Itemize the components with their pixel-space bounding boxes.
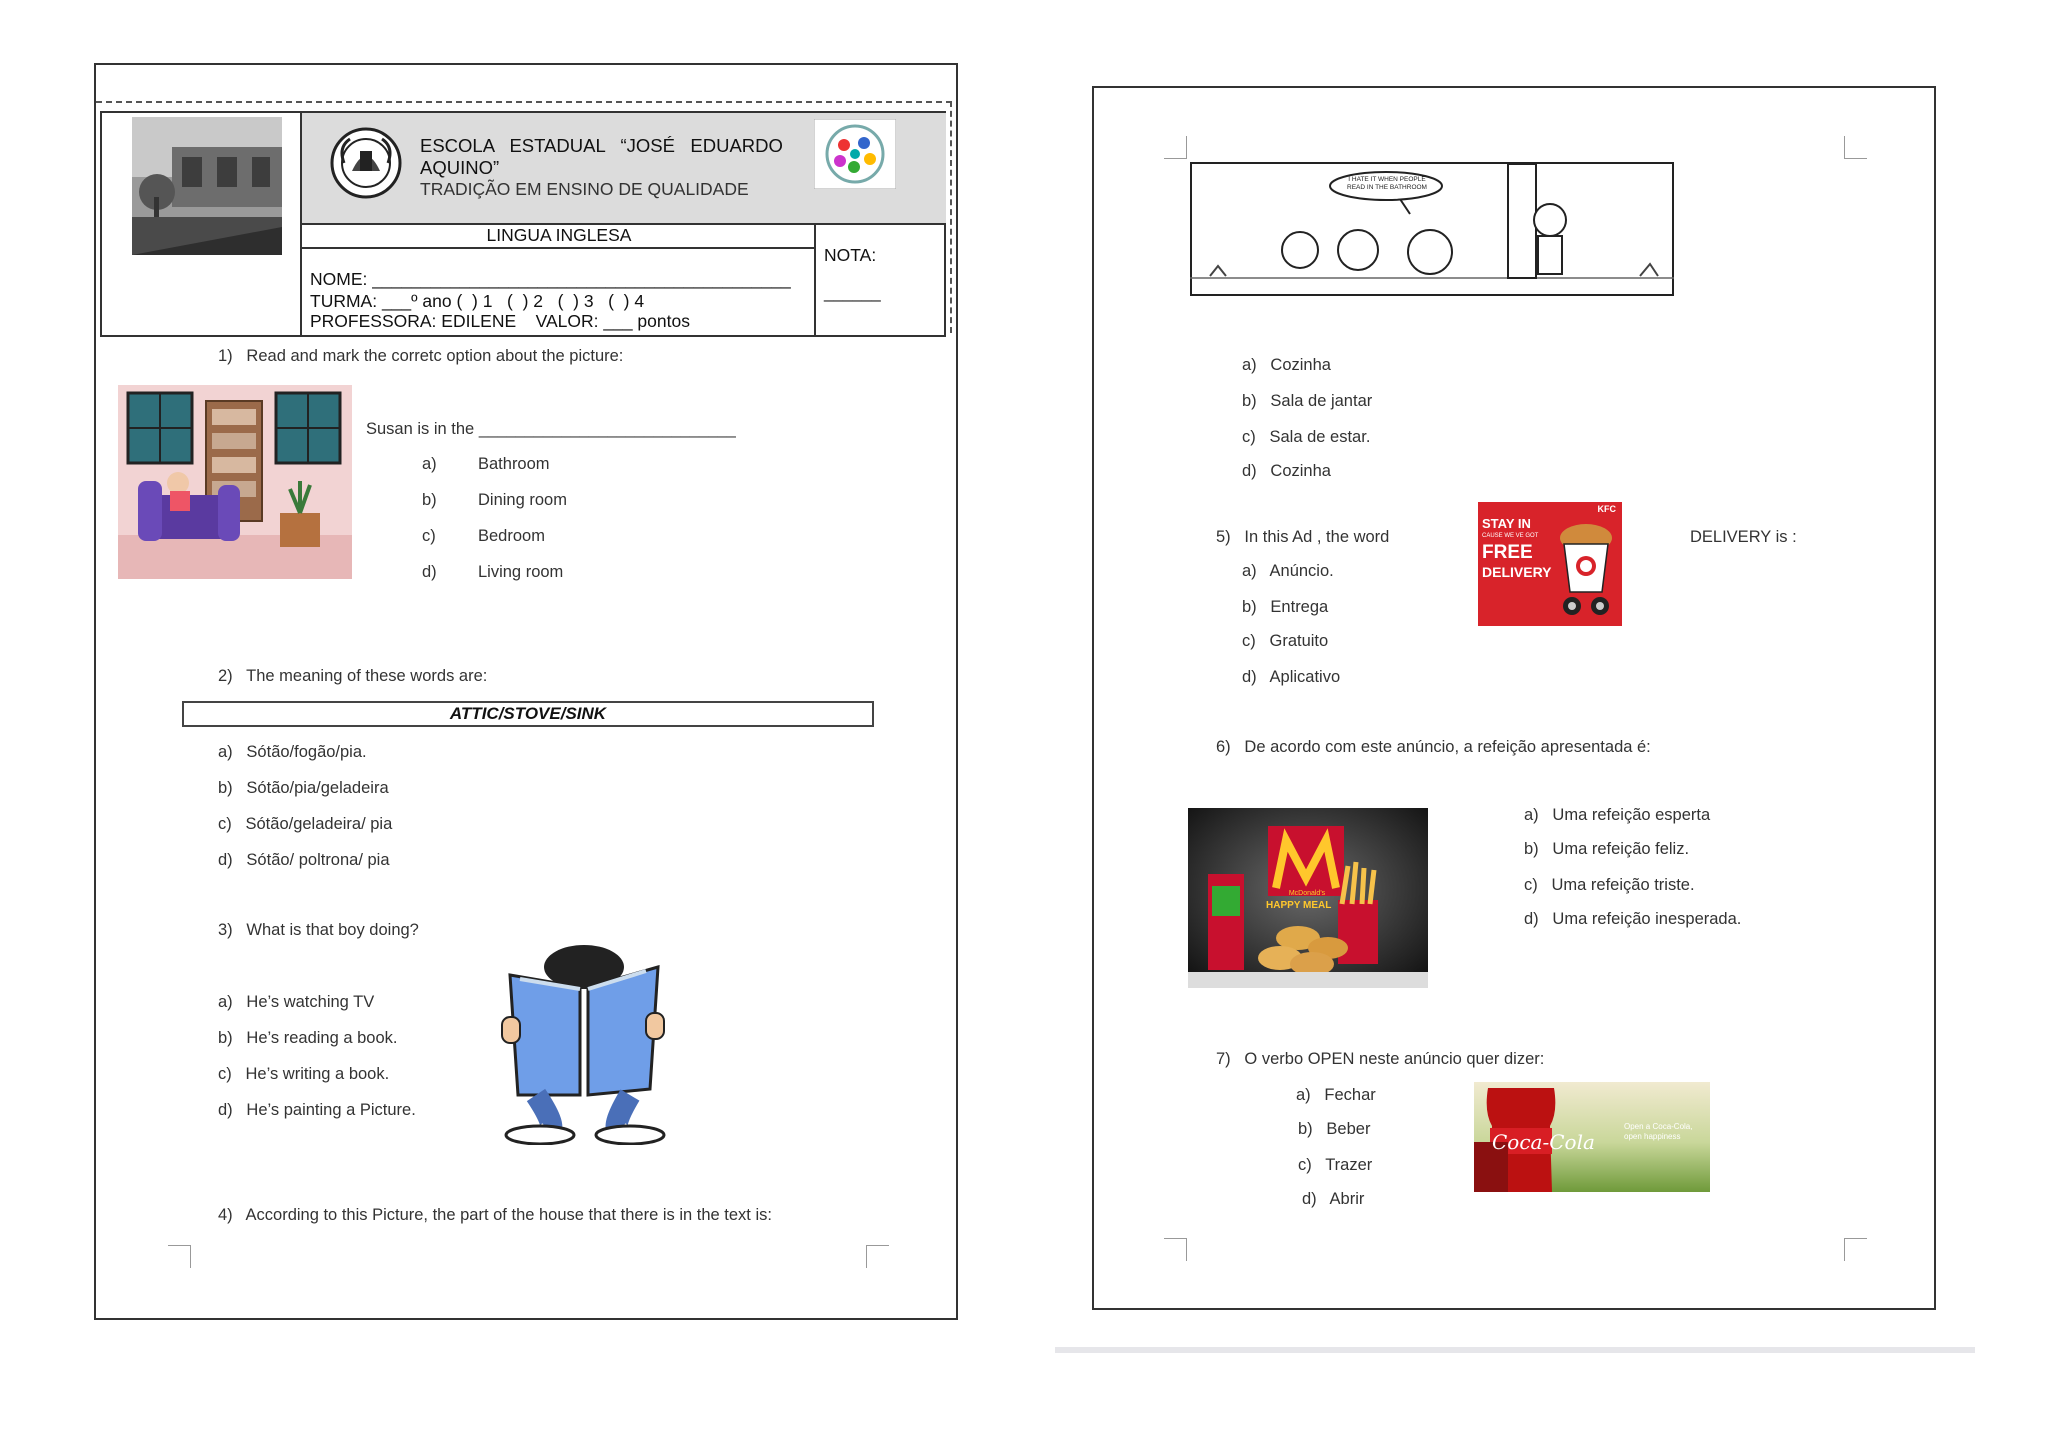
q7-option-c[interactable]: c) Trazer [1298, 1156, 1373, 1174]
q5-option-b[interactable]: b) Entrega [1242, 598, 1329, 616]
q3-option-a[interactable]: a) He’s watching TV [218, 993, 375, 1011]
q4-option-b[interactable]: b) Sala de jantar [1242, 392, 1373, 410]
school-logo [814, 119, 896, 189]
worksheet-page-1 [94, 63, 958, 1320]
q2-option-a[interactable]: a) Sótão/fogão/pia. [218, 743, 367, 761]
q5-question: 5) In this Ad , the word [1216, 528, 1390, 546]
q7-option-a[interactable]: a) Fechar [1296, 1086, 1376, 1104]
q1-option-b-letter[interactable]: b) [422, 491, 437, 509]
q6-question: 6) De acordo com este anúncio, a refeição apresentada é: [1216, 738, 1651, 756]
school-motto: TRADIÇÃO EM ENSINO DE QUALIDADE [420, 179, 749, 199]
school-emblem [330, 127, 402, 199]
q7-option-d[interactable]: d) Abrir [1302, 1190, 1365, 1208]
q2-question: 2) The meaning of these words are: [218, 667, 488, 685]
mcdonalds-ad [1188, 808, 1428, 988]
subject-label: LINGUA INGLESA [486, 225, 632, 245]
coca-cola-slogan: Open a Coca-Cola, open happiness [1624, 1122, 1693, 1141]
worksheet-page-2 [1092, 86, 1936, 1310]
school-name-line2: AQUINO” [420, 157, 500, 178]
q2-option-d[interactable]: d) Sótão/ poltrona/ pia [218, 851, 390, 869]
nota-label: NOTA: [824, 245, 877, 265]
q5-option-d[interactable]: d) Aplicativo [1242, 668, 1341, 686]
q1-option-c-letter[interactable]: c) [422, 527, 436, 545]
q4-question: 4) According to this Picture, the part of the house that there is in the text is: [218, 1206, 772, 1224]
boy-reading-illustration [496, 945, 672, 1145]
q1-option-a-letter[interactable]: a) [422, 455, 437, 473]
kfc-line4: DELIVERY [1482, 564, 1552, 580]
living-room-illustration [118, 385, 352, 579]
nota-blank[interactable]: ______ [824, 283, 881, 302]
q1-option-d-letter[interactable]: d) [422, 563, 437, 581]
subject-cell [300, 223, 816, 249]
nota-cell [814, 223, 946, 335]
kfc-line3: FREE [1482, 542, 1533, 563]
q6-option-c[interactable]: c) Uma refeição triste. [1524, 876, 1695, 894]
q7-option-b[interactable]: b) Beber [1298, 1120, 1371, 1138]
q1-option-d[interactable]: Living room [478, 563, 564, 581]
q5-option-c[interactable]: c) Gratuito [1242, 632, 1329, 650]
q1-option-a[interactable]: Bathroom [478, 455, 550, 473]
q6-option-a[interactable]: a) Uma refeição esperta [1524, 806, 1711, 824]
kfc-ad [1478, 502, 1622, 626]
q4-option-d[interactable]: d) Cozinha [1242, 462, 1331, 480]
mcdonalds-label: HAPPY MEAL [1266, 900, 1332, 911]
q3-option-b[interactable]: b) He’s reading a book. [218, 1029, 398, 1047]
q3-question: 3) What is that boy doing? [218, 921, 419, 939]
mcdonalds-brand: McDonald's [1288, 890, 1326, 897]
q5-question-end: DELIVERY is : [1690, 528, 1797, 546]
kfc-brand: KFC [1597, 504, 1616, 514]
header-table [100, 111, 946, 337]
kfc-bucket-icon [1554, 520, 1618, 620]
crop-mark-bl2 [1164, 1238, 1187, 1261]
q4-option-a[interactable]: a) Cozinha [1242, 356, 1331, 374]
comic-strip [1190, 162, 1674, 296]
q4-option-c[interactable]: c) Sala de estar. [1242, 428, 1371, 446]
crop-mark-tr [1844, 136, 1867, 159]
q2-words-box [182, 701, 874, 727]
school-title-panel [300, 113, 946, 225]
q7-question: 7) O verbo OPEN neste anúncio quer dizer: [1216, 1050, 1545, 1068]
kfc-line2: CAUSE WE VE GOT [1482, 533, 1539, 539]
turma-field[interactable]: TURMA: ___º ano ( ) 1 ( ) 2 ( ) 3 ( ) 4 [310, 291, 645, 311]
q3-option-c[interactable]: c) He’s writing a book. [218, 1065, 390, 1083]
page-divider [1055, 1347, 1975, 1353]
crop-mark-br2 [1844, 1238, 1867, 1261]
student-fields [300, 249, 816, 335]
q1-option-b[interactable]: Dining room [478, 491, 567, 509]
nome-field[interactable]: NOME: ___________________________________________ [310, 269, 791, 289]
q2-words: ATTIC/STOVE/SINK [449, 704, 607, 723]
coca-cola-ad [1474, 1082, 1710, 1192]
professora-field: PROFESSORA: EDILENE VALOR: ___ pontos [310, 311, 690, 331]
q1-prompt: Susan is in the ____________________________ [366, 420, 736, 438]
q2-option-b[interactable]: b) Sótão/pia/geladeira [218, 779, 389, 797]
q1-option-c[interactable]: Bedroom [478, 527, 545, 545]
q6-option-d[interactable]: d) Uma refeição inesperada. [1524, 910, 1742, 928]
kfc-line1: STAY IN [1482, 516, 1531, 531]
coca-cola-brand: Coca-Cola [1492, 1130, 1595, 1154]
q3-option-d[interactable]: d) He’s painting a Picture. [218, 1101, 416, 1119]
school-photo [132, 117, 282, 255]
q5-option-a[interactable]: a) Anúncio. [1242, 562, 1334, 580]
school-name-line1: ESCOLA ESTADUAL “JOSÉ EDUARDO [420, 135, 783, 156]
q1-question: 1) Read and mark the corretc option about the picture: [218, 347, 624, 365]
crop-mark-br [866, 1245, 889, 1268]
q2-option-c[interactable]: c) Sótão/geladeira/ pia [218, 815, 393, 833]
crop-mark-bl [168, 1245, 191, 1268]
comic-speech-bubble: I HATE IT WHEN PEOPLE READ IN THE BATHROOM [1347, 176, 1427, 191]
crop-mark-tl [1164, 136, 1187, 159]
q6-option-b[interactable]: b) Uma refeição feliz. [1524, 840, 1690, 858]
